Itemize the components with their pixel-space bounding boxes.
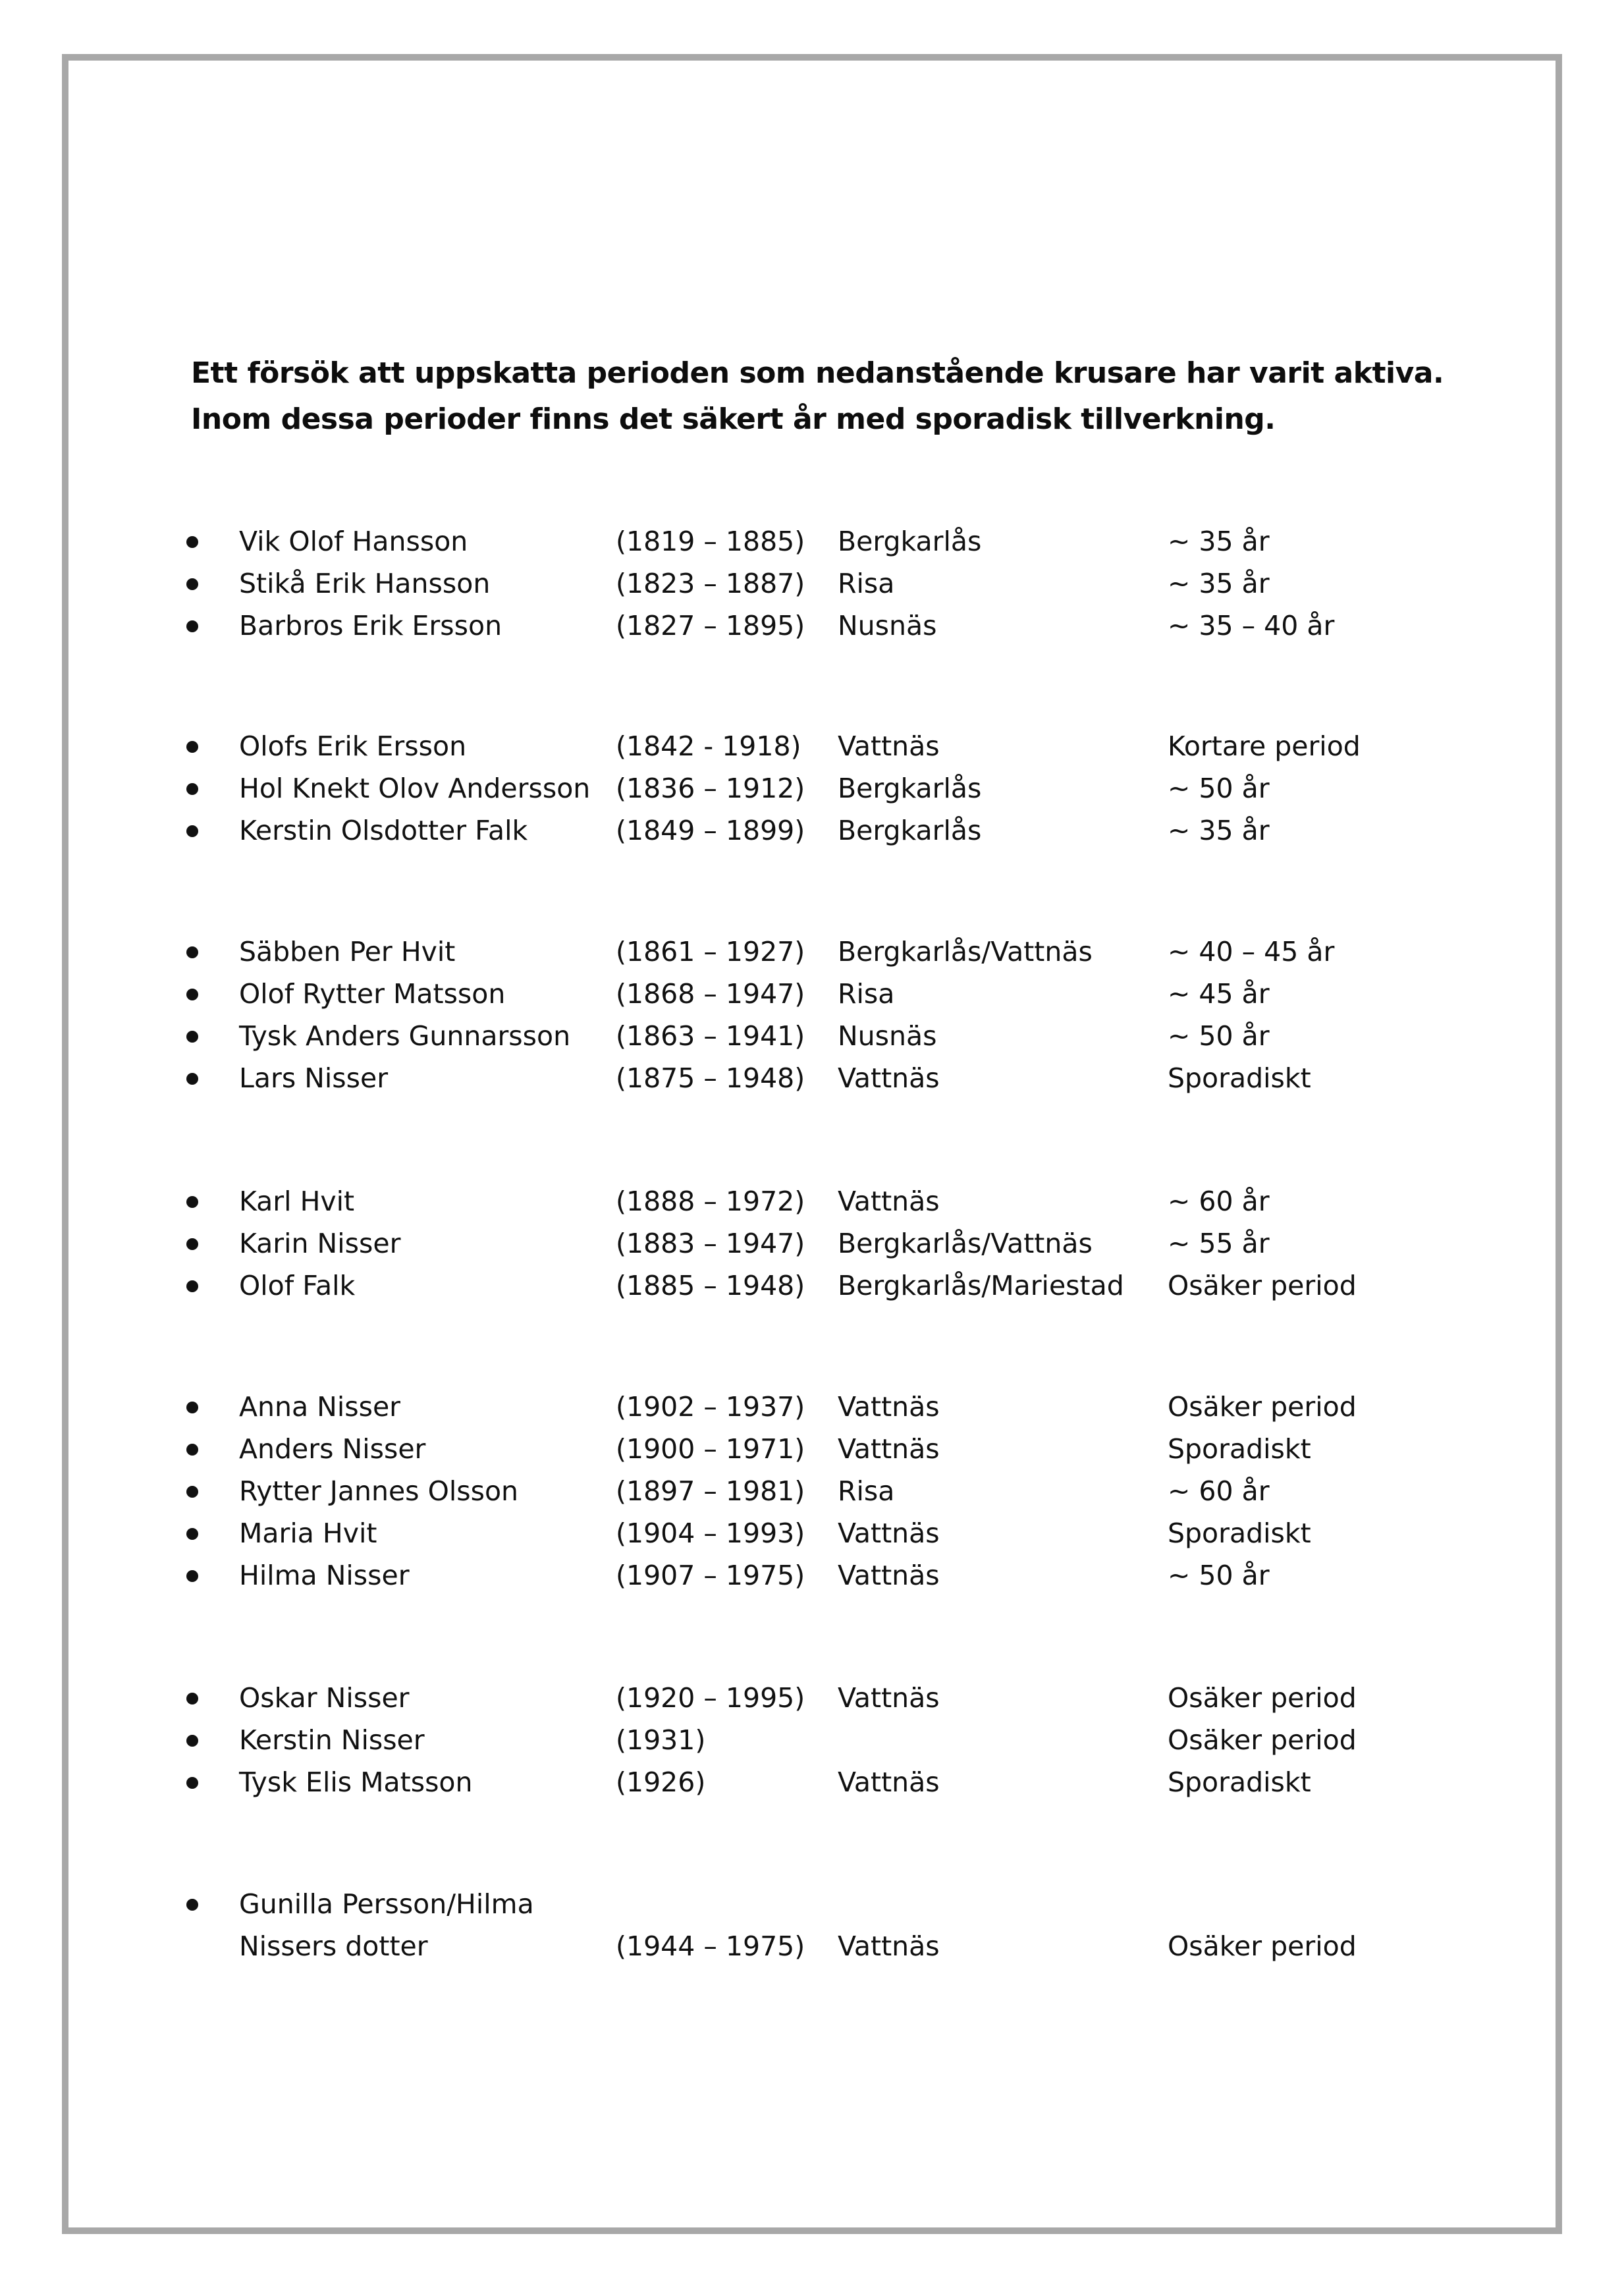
list-item xyxy=(0,767,1624,809)
period-note: Osäker period xyxy=(1168,1724,1357,1756)
period-note: ~ 60 år xyxy=(1168,1186,1270,1217)
list-item xyxy=(0,809,1624,852)
bullet-icon xyxy=(186,989,198,1000)
heading-line-2: Inom dessa perioder finns det säkert år med sporadisk tillverkning. xyxy=(191,402,1276,436)
years: (1819 – 1885) xyxy=(616,526,805,557)
bullet-icon xyxy=(186,1073,198,1085)
bullet-icon xyxy=(186,825,198,837)
period-note: ~ 35 år xyxy=(1168,568,1270,599)
list-item xyxy=(0,973,1624,1015)
years: (1883 – 1947) xyxy=(616,1228,805,1259)
period-note: Sporadiskt xyxy=(1168,1517,1311,1549)
name: Olofs Erik Ersson xyxy=(239,730,467,762)
bullet-icon xyxy=(186,1693,198,1705)
years: (1920 – 1995) xyxy=(616,1682,805,1714)
name: Anna Nisser xyxy=(239,1391,401,1423)
place: Bergkarlås xyxy=(838,526,982,557)
place: Bergkarlås/Mariestad xyxy=(838,1270,1124,1301)
name: Karin Nisser xyxy=(239,1228,401,1259)
years: (1863 – 1941) xyxy=(616,1020,805,1052)
period-note: ~ 50 år xyxy=(1168,1020,1270,1052)
place: Vattnäs xyxy=(838,1186,940,1217)
heading-line-1: Ett försök att uppskatta perioden som nedanstående krusare har varit aktiva. xyxy=(191,356,1444,390)
list-item xyxy=(0,1428,1624,1470)
list-item xyxy=(0,1761,1624,1803)
name: Olof Rytter Matsson xyxy=(239,978,506,1010)
group-7 xyxy=(0,1883,1624,1967)
years: (1931) xyxy=(616,1724,706,1756)
group-5 xyxy=(0,1386,1624,1596)
period-note: ~ 35 år xyxy=(1168,815,1270,846)
years: (1875 – 1948) xyxy=(616,1062,805,1094)
years: (1904 – 1993) xyxy=(616,1517,805,1549)
bullet-icon xyxy=(186,1031,198,1043)
years: (1885 – 1948) xyxy=(616,1270,805,1301)
list-item xyxy=(0,931,1624,973)
place: Bergkarlås/Vattnäs xyxy=(838,936,1093,968)
place: Vattnäs xyxy=(838,1391,940,1423)
list-item xyxy=(0,520,1624,562)
place: Bergkarlås xyxy=(838,815,982,846)
years: (1827 – 1895) xyxy=(616,610,805,641)
period-note: Sporadiskt xyxy=(1168,1433,1311,1465)
place: Vattnäs xyxy=(838,1517,940,1549)
bullet-icon xyxy=(186,1570,198,1582)
name: Vik Olof Hansson xyxy=(239,526,468,557)
bullet-icon xyxy=(186,946,198,958)
place: Bergkarlås xyxy=(838,773,982,804)
period-note: Sporadiskt xyxy=(1168,1062,1311,1094)
bullet-icon xyxy=(186,1486,198,1498)
name: Anders Nisser xyxy=(239,1433,426,1465)
period-note: ~ 40 – 45 år xyxy=(1168,936,1335,968)
list-item xyxy=(0,1222,1624,1265)
name: Kerstin Olsdotter Falk xyxy=(239,815,528,846)
bullet-icon xyxy=(186,741,198,753)
name: Oskar Nisser xyxy=(239,1682,410,1714)
group-2 xyxy=(0,725,1624,852)
period-note: ~ 35 år xyxy=(1168,526,1270,557)
bullet-icon xyxy=(186,1899,198,1911)
place: Risa xyxy=(838,978,895,1010)
years: (1849 – 1899) xyxy=(616,815,805,846)
place: Vattnäs xyxy=(838,1560,940,1591)
bullet-icon xyxy=(186,620,198,632)
place: Bergkarlås/Vattnäs xyxy=(838,1228,1093,1259)
bullet-icon xyxy=(186,1777,198,1789)
years: (1861 – 1927) xyxy=(616,936,805,968)
period-note: ~ 50 år xyxy=(1168,773,1270,804)
list-item xyxy=(0,562,1624,605)
name: Hol Knekt Olov Andersson xyxy=(239,773,591,804)
years: (1897 – 1981) xyxy=(616,1475,805,1507)
list-item xyxy=(0,1265,1624,1307)
bullet-icon xyxy=(186,536,198,548)
bullet-icon xyxy=(186,1444,198,1456)
bullet-icon xyxy=(186,1280,198,1292)
place: Risa xyxy=(838,1475,895,1507)
list-item xyxy=(0,1677,1624,1719)
period-note: Osäker period xyxy=(1168,1391,1357,1423)
bullet-icon xyxy=(186,1196,198,1208)
name: Tysk Elis Matsson xyxy=(239,1766,473,1798)
place: Vattnäs xyxy=(838,1433,940,1465)
period-note: Osäker period xyxy=(1168,1270,1357,1301)
years: (1842 - 1918) xyxy=(616,730,801,762)
years: (1907 – 1975) xyxy=(616,1560,805,1591)
period-note: ~ 55 år xyxy=(1168,1228,1270,1259)
name: Stikå Erik Hansson xyxy=(239,568,491,599)
place: Vattnäs xyxy=(838,1682,940,1714)
name: Olof Falk xyxy=(239,1270,356,1301)
period-note: Osäker period xyxy=(1168,1682,1357,1714)
bullet-icon xyxy=(186,783,198,795)
bullet-icon xyxy=(186,1735,198,1747)
list-item xyxy=(0,1386,1624,1428)
bullet-icon xyxy=(186,1402,198,1413)
years: (1902 – 1937) xyxy=(616,1391,805,1423)
page-heading xyxy=(191,350,1508,443)
name: Gunilla Persson/Hilma Nissers dotter xyxy=(239,1888,534,1962)
list-item xyxy=(0,1512,1624,1554)
list-item xyxy=(0,1554,1624,1596)
name: Maria Hvit xyxy=(239,1517,377,1549)
list-item xyxy=(0,1015,1624,1057)
period-note: Sporadiskt xyxy=(1168,1766,1311,1798)
name: Tysk Anders Gunnarsson xyxy=(239,1020,571,1052)
name: Karl Hvit xyxy=(239,1186,355,1217)
list-item xyxy=(0,1719,1624,1761)
period-note: Kortare period xyxy=(1168,730,1361,762)
period-note: ~ 45 år xyxy=(1168,978,1270,1010)
period-note: ~ 50 år xyxy=(1168,1560,1270,1591)
name: Hilma Nisser xyxy=(239,1560,410,1591)
bullet-icon xyxy=(186,1528,198,1540)
period-note: ~ 60 år xyxy=(1168,1475,1270,1507)
years: (1944 – 1975) xyxy=(616,1930,805,1962)
list-item xyxy=(0,1180,1624,1222)
years: (1900 – 1971) xyxy=(616,1433,805,1465)
years: (1836 – 1912) xyxy=(616,773,805,804)
list-item xyxy=(0,605,1624,647)
list-item xyxy=(0,1883,1624,1967)
group-3 xyxy=(0,931,1624,1099)
place: Nusnäs xyxy=(838,1020,937,1052)
years: (1868 – 1947) xyxy=(616,978,805,1010)
list-item xyxy=(0,725,1624,767)
group-1 xyxy=(0,520,1624,647)
place: Vattnäs xyxy=(838,1766,940,1798)
list-item xyxy=(0,1057,1624,1099)
place: Vattnäs xyxy=(838,1062,940,1094)
place: Vattnäs xyxy=(838,730,940,762)
years: (1823 – 1887) xyxy=(616,568,805,599)
place: Nusnäs xyxy=(838,610,937,641)
bullet-icon xyxy=(186,578,198,590)
years: (1888 – 1972) xyxy=(616,1186,805,1217)
place: Risa xyxy=(838,568,895,599)
name: Kerstin Nisser xyxy=(239,1724,425,1756)
years: (1926) xyxy=(616,1766,706,1798)
group-6 xyxy=(0,1677,1624,1803)
name: Barbros Erik Ersson xyxy=(239,610,502,641)
name: Säbben Per Hvit xyxy=(239,936,456,968)
period-note: Osäker period xyxy=(1168,1930,1357,1962)
name: Rytter Jannes Olsson xyxy=(239,1475,519,1507)
period-note: ~ 35 – 40 år xyxy=(1168,610,1335,641)
place: Vattnäs xyxy=(838,1930,940,1962)
group-4 xyxy=(0,1180,1624,1307)
list-item xyxy=(0,1470,1624,1512)
bullet-icon xyxy=(186,1238,198,1250)
name: Lars Nisser xyxy=(239,1062,389,1094)
